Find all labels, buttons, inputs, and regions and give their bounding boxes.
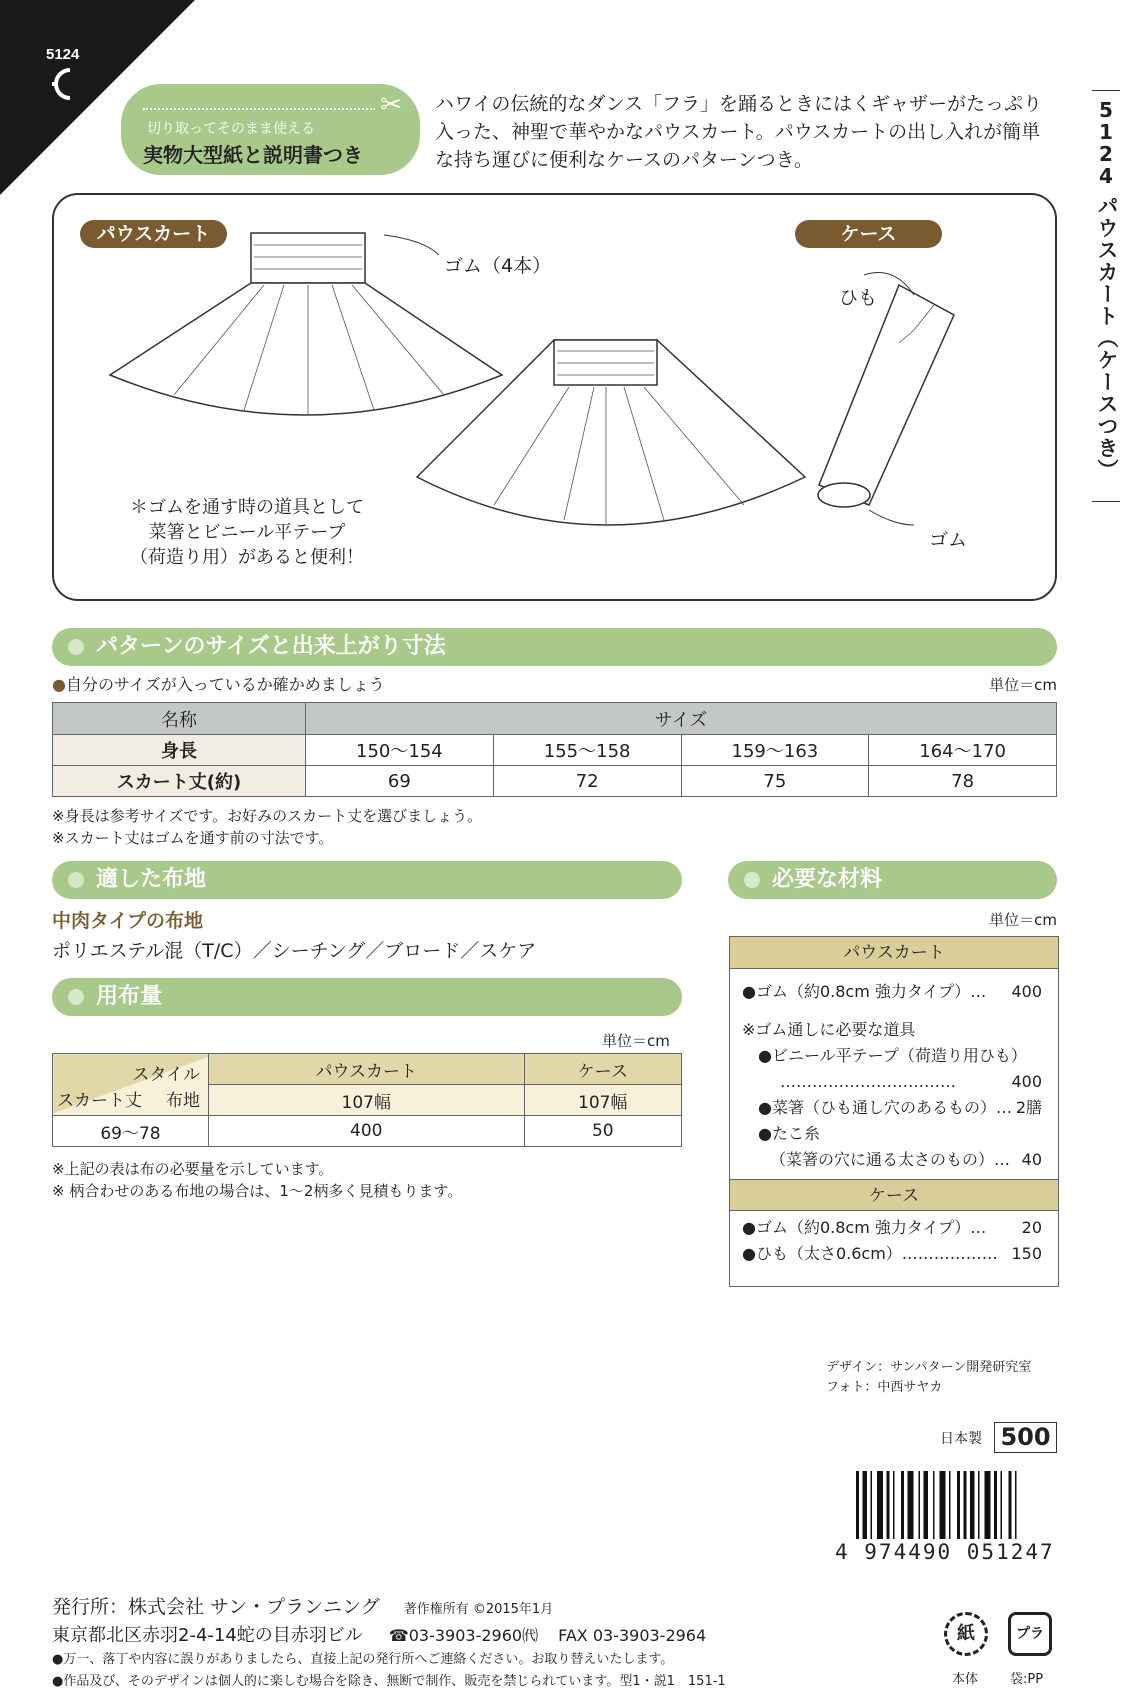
barcode-bar [1001, 1471, 1003, 1539]
table-row: スカート丈(約) 69 72 75 78 [53, 766, 1057, 797]
materials-table: パウスカート ●ゴム（約0.8cm 強力タイプ）… 400 ※ゴム通しに必要な道具 ●ビニール平テープ（荷造り用ひも） …………………………… 400 ●菜箸（ひも通し穴のあるもの）… 2膳 ●たこ糸 （菜箸の穴に通る太さのもの）… 40 ケース ●ゴム（約0.8cm 強力タイプ）… 20 ●ひも（太さ0.6cm）……………… 150 [729, 936, 1059, 1287]
pattern-badge [121, 84, 420, 175]
scissors-icon: ✂ [380, 90, 402, 120]
side-number: 5 1 2 4 [1099, 98, 1113, 188]
plastic-recycle-label: 袋:PP [1010, 1672, 1044, 1687]
yardage-notes: ※上記の表は布の必要量を示しています。 ※ 柄合わせのある布地の場合は、1〜2柄多く見積もります。 [52, 1160, 463, 1200]
barcode-bar [901, 1471, 904, 1539]
barcode-bar [1015, 1471, 1017, 1539]
size-notes: ※身長は参考サイズです。お好みのスカート丈を選びましょう。 ※スカート丈はゴムを通す前の寸法です。 [52, 807, 483, 847]
barcode-bar [924, 1471, 929, 1539]
barcode-bar [985, 1471, 991, 1539]
barcode-bar [893, 1471, 895, 1539]
size-subtitle: ●自分のサイズが入っているか確かめましょう [52, 675, 385, 694]
size-unit: 単位＝cm [989, 676, 1057, 694]
barcode-bar [919, 1471, 921, 1539]
table-row: 69〜78 400 50 [53, 1116, 682, 1147]
made-in: 日本製 [940, 1431, 982, 1447]
pattern-code: 5124 [46, 46, 80, 63]
barcode-bar [964, 1471, 967, 1539]
materials-section-header: 必要な材料 [728, 861, 1057, 899]
barcode-bar [908, 1471, 914, 1539]
tool-note: ＊ゴムを通す時の道具として 菜箸とビニール平テープ （荷造り用）があると便利！ [130, 497, 364, 568]
case-label: ケース [795, 220, 942, 248]
fabric-section-header: 適した布地 [52, 861, 682, 899]
list-item: ●たこ糸 [758, 1124, 820, 1143]
footer-note-1: ●万一、落丁や内容に誤りがありましたら、直接上記の発行所へご連絡ください。お取り替えいたします。 [52, 1652, 674, 1667]
list-item: ●ビニール平テープ（荷造り用ひも） [758, 1046, 1027, 1065]
address: 東京都北区赤羽2-4-14蛇の目赤羽ビル ☎03-3903-2960㈹ FAX 03-3903-2964 [52, 1625, 707, 1646]
publisher: 発行所：株式会社 サン・プランニング 著作権所有 ©2015年1月 [52, 1596, 554, 1618]
barcode-bar [970, 1471, 975, 1539]
barcode-bar [877, 1471, 883, 1539]
yardage-section-header: 用布量 [52, 978, 682, 1016]
barcode-bar [863, 1471, 868, 1539]
table-row: 身長 150〜154 155〜158 159〜163 164〜170 [53, 735, 1057, 766]
barcode-bar [856, 1471, 859, 1539]
barcode-bar [978, 1471, 980, 1539]
list-item: ●ゴム（約0.8cm 強力タイプ）… 400 [742, 982, 1042, 1001]
badge-line2: 実物大型紙と説明書つき [143, 143, 363, 167]
materials-unit: 単位＝cm [989, 911, 1057, 929]
fabric-type: 中肉タイプの布地 [52, 910, 204, 932]
list-item: ●ゴム（約0.8cm 強力タイプ）… 20 [742, 1218, 1042, 1237]
barcode-bar [940, 1471, 946, 1539]
yardage-unit: 単位＝cm [602, 1032, 670, 1050]
list-item: ●菜箸（ひも通し穴のあるもの）… 2膳 [758, 1098, 1042, 1117]
description: ハワイの伝統的なダンス「フラ」を踊るときにはくギャザーがたっぷり入った、神聖で華やかなパウスカート。パウスカートの出し入れが簡単な持ち運びに便利なケースのパターンつき。 [435, 93, 1043, 171]
footer-note-2: ●作品及び、そのデザインは個人的に楽しむ場合を除き、無断で制作、販売を禁じられています。型1・説1 151-1 [52, 1674, 726, 1689]
size-section-header: パターンのサイズと出来上がり寸法 [52, 628, 1057, 666]
case-elastic-label: ゴム [929, 529, 968, 551]
barcode-bar [949, 1471, 951, 1539]
credits: デザイン：サンパターン開発研究室 フォト：中西サヤカ [826, 1360, 1032, 1395]
plastic-recycle-icon: プラ [1008, 1612, 1052, 1656]
barcode [856, 1471, 1052, 1539]
barcode-bar [871, 1471, 873, 1539]
list-item: ●ひも（太さ0.6cm）……………… 150 [742, 1244, 1042, 1263]
list-item: （菜箸の穴に通る太さのもの）… 40 [770, 1150, 1042, 1169]
barcode-bar [887, 1471, 890, 1539]
illustration-box [52, 193, 1057, 601]
elastic-label: ゴム（4本） [444, 255, 552, 277]
badge-line1: 切り取ってそのまま使える [147, 121, 315, 137]
barcode-bar [957, 1471, 960, 1539]
barcode-bar [1009, 1471, 1012, 1539]
barcode-bar [994, 1471, 997, 1539]
string-label: ひも [839, 287, 878, 309]
paper-recycle-icon: 紙 [944, 1612, 988, 1656]
side-title [1092, 90, 1120, 502]
side-title-text: パウスカート（ケースつき） [1095, 195, 1119, 481]
paper-recycle-label: 本体 [952, 1672, 979, 1687]
size-table: 名称 サイズ 身長 150〜154 155〜158 159〜163 164〜170 スカート丈(約) 69 72 75 78 [52, 702, 1057, 797]
fabric-list: ポリエステル混（T/C）／シーチング／ブロード／スケア [52, 940, 537, 962]
yardage-table: スタイル 布地 スカート丈 パウスカート ケース 107幅 107幅 69〜78 400 50 [52, 1053, 682, 1147]
list-item: …………………………… 400 [780, 1072, 1042, 1091]
skirt-label: パウスカート [80, 220, 227, 248]
price: 500 [994, 1422, 1057, 1453]
barcode-number: 4 974490 051247 [835, 1540, 1055, 1564]
barcode-bar [933, 1471, 935, 1539]
